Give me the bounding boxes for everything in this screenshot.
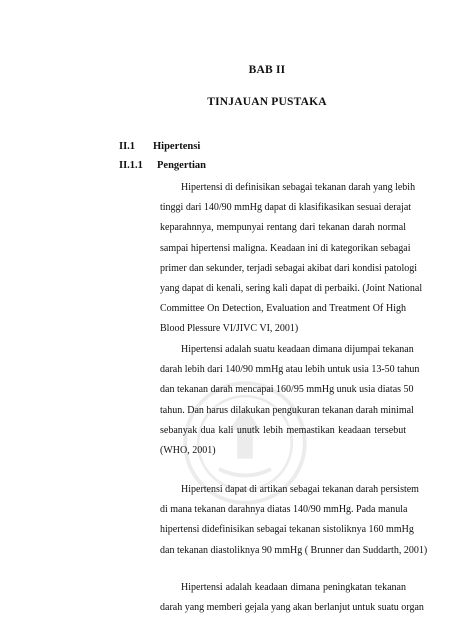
paragraph xyxy=(160,178,423,340)
paragraph-line: sebanyak dua kali unutk lebih memastikan keadaan tersebut xyxy=(160,424,406,436)
paragraph-line: tahun. Dan harus dilakukan pengukuran tekanan darah minimal xyxy=(160,404,414,416)
paragraph-line: darah yang memberi gejala yang akan berlanjut untuk suatu organ xyxy=(160,602,424,614)
paragraph-line: (WHO, 2001) xyxy=(160,445,216,457)
paragraph-line: Hipertensi adalah keadaan dimana peningkatan tekanan xyxy=(181,582,406,593)
section-number: II.1 xyxy=(119,141,136,152)
paragraph-line: sampai hipertensi maligna. Keadaan ini di kategorikan sebagai xyxy=(160,242,411,254)
section-title: Hipertensi xyxy=(153,141,201,152)
chapter-label: BAB II xyxy=(248,64,286,76)
paragraph-line: Committee On Detection, Evaluation and Treatment Of High xyxy=(160,303,406,315)
section-heading xyxy=(119,141,200,152)
subsection-heading xyxy=(119,160,206,171)
paragraph xyxy=(160,340,420,461)
paragraph xyxy=(160,578,424,618)
paragraph xyxy=(160,480,428,561)
paragraph-line: keparahnnya, mempunyai rentang dari tekanan darah normal xyxy=(160,222,406,234)
paragraph-line: primer dan sekunder, terjadi sebagai akibat dari kondisi patologi xyxy=(160,262,418,274)
paragraph-line: yang dapat di kenali, sering kali dapat di perbaiki. (Joint National xyxy=(160,283,423,295)
subsection-title: Pengertian xyxy=(157,160,206,171)
paragraph-line: di mana tekanan darahnya diatas 140/90 mmHg. Pada manula xyxy=(160,504,408,516)
chapter-title: TINJAUAN PUSTAKA xyxy=(207,96,327,108)
paragraph-line: tinggi dari 140/90 mmHg dapat di klasifikasikan sesuai derajat xyxy=(160,202,412,214)
paragraph-line: darah lebih dari 140/90 mmHg atau lebih untuk usia 13-50 tahun xyxy=(160,364,420,376)
paragraph-line: Hipertensi adalah suatu keadaan dimana dijumpai tekanan xyxy=(181,344,414,355)
paragraph-line: Blood Plessure VI/JIVC VI, 2001) xyxy=(160,323,299,335)
subsection-number: II.1.1 xyxy=(119,160,143,171)
paragraph-line: dan tekanan darah mencapai 160/95 mmHg unuk usia diatas 50 xyxy=(160,384,414,396)
paragraph-line: Hipertensi di definisikan sebagai tekanan darah yang lebih xyxy=(181,182,416,193)
paragraph-line: hipertensi didefinisikan sebagai tekanan sistoliknya 160 mmHg xyxy=(160,524,414,536)
paragraph-line: dan tekanan diastoliknya 90 mmHg ( Brunner dan Suddarth, 2001) xyxy=(160,544,428,556)
paragraph-line: Hipertensi dapat di artikan sebagai tekanan darah persistem xyxy=(181,484,419,495)
